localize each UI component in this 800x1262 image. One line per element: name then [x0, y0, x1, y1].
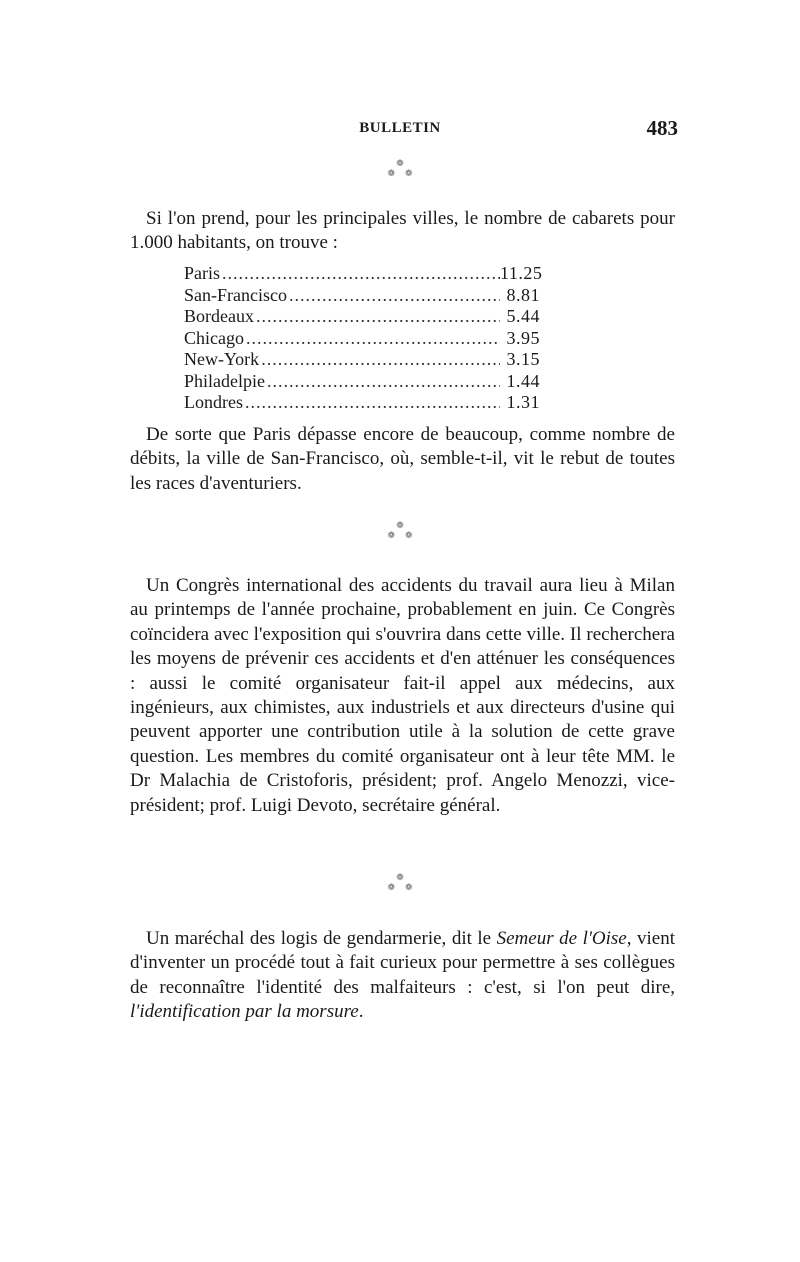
paragraph-identification: Un maréchal des logis de gendarmerie, dit le Semeur de l'Oise, vient d'inventer un procédé tout à fait curieux pour permettre à ses collègues de reconnaître l'identité des malfaiteurs : c'est, si l'on peut dire, l'identification par la morsure. [130, 928, 676, 1023]
city-value: 11.25 [500, 263, 543, 283]
table-row [184, 392, 540, 414]
asterism-ornament: ❁ ❁❁ [387, 520, 423, 540]
cabarets-table [184, 263, 543, 414]
city-name: Londres [184, 392, 243, 412]
city-name: New-York [184, 349, 260, 369]
city-value: 8.81 [506, 284, 540, 305]
table-row [184, 306, 540, 328]
table-row [184, 349, 540, 371]
asterism-ornament: ❁ ❁❁ [387, 158, 423, 178]
paragraph-intro: Si l'on prend, pour les principales villes, le nombre de cabarets pour 1.000 habitants, on trouve : [130, 208, 675, 254]
city-value: 3.15 [506, 349, 540, 369]
city-name: Chicago [184, 327, 244, 348]
running-header: BULLETIN [359, 120, 441, 136]
method-term: l'identification par la morsure [130, 1001, 359, 1023]
asterism-ornament: ❁ ❁❁ [387, 872, 423, 892]
paragraph-comparison: De sorte que Paris dépasse encore de beaucoup, comme nombre de débits, la ville de San-Francisco, où, semble-t-il, vit le rebut de toutes les races d'aventuriers. [130, 424, 675, 494]
dot-leader [259, 349, 500, 371]
table-row [184, 328, 540, 350]
dot-leader [244, 328, 500, 350]
dot-leader [254, 306, 500, 328]
dot-leader [220, 263, 500, 285]
dot-leader [243, 392, 500, 414]
dot-leader [287, 285, 500, 307]
newspaper-title: Semeur de l'Oise [496, 928, 627, 949]
city-value: 5.44 [506, 306, 540, 326]
city-value: 1.44 [506, 370, 540, 391]
table-row [184, 285, 540, 307]
table-row [184, 371, 540, 393]
table-row [184, 263, 543, 285]
paragraph-congress: Un Congrès international des accidents du travail aura lieu à Milan au printemps de l'année prochaine, probablement en juin. Ce Congrès coïncidera avec l'exposition qui s'ouvrira dans cette ville. Il recherchera les moyens de prévenir ces accidents et d'en atténuer les conséquences : aussi le comité organisateur fait-il appel aux médecins, aux ingénieurs, aux chimistes, aux industriels et aux directeurs d'usine qui peuvent apporter une contribution utile à la solution de cette grave question. Les membres du comité organisateur ont à leur tête MM. le Dr Malachia de Cristoforis, président; prof. Angelo Menozzi, vice-président; prof. Luigi Devoto, secrétaire général. [130, 575, 675, 816]
city-value: 3.95 [506, 327, 540, 348]
city-name: Paris [184, 263, 220, 283]
city-name: San-Francisco [184, 284, 287, 305]
page-number: 483 [646, 116, 678, 140]
city-value: 1.31 [506, 392, 540, 412]
city-name: Philadelpie [184, 370, 265, 391]
dot-leader [265, 371, 500, 393]
city-name: Bordeaux [184, 306, 254, 326]
